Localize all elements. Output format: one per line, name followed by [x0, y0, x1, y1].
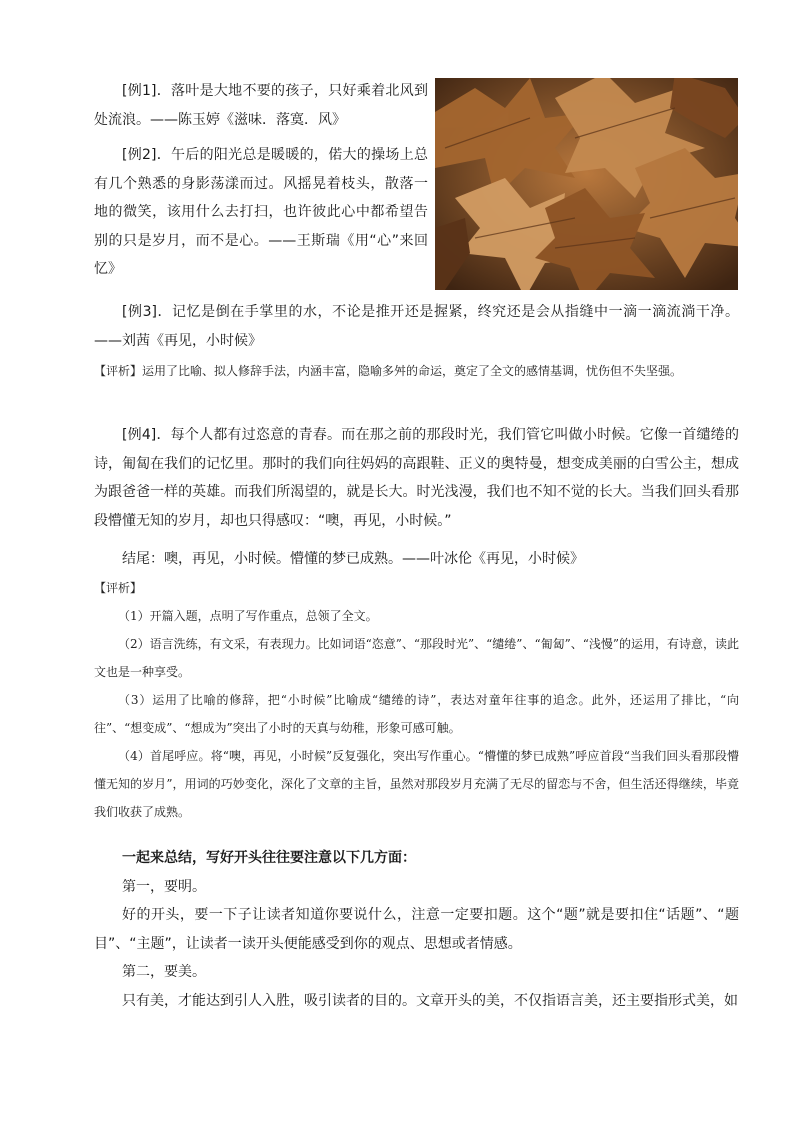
summary-first-title: 第一，要明。 [122, 878, 206, 895]
summary-second-body: 只有美，才能达到引人入胜，吸引读者的目的。文章开头的美，不仅指语言美，还主要指形式美，如 [122, 992, 738, 1009]
analysis-section [94, 574, 739, 826]
analysis-point-3: （3）运用了比喻的修辞，把“小时候”比喻成“缱绻的诗”，表达对童年往事的追念。此外，还运用了排比，“向往”、“想变成”、“想成为”突出了小时的天真与幼稚，形象可感可触。 [94, 693, 739, 735]
leaves-illustration [435, 78, 738, 290]
analysis-point-4: （4）首尾呼应。将“噢，再见，小时候”反复强化，突出写作重心。“懵懂的梦已成熟”呼应首段“当我们回头看那段懵懂无知的岁月”，用词的巧妙变化，深化了文章的主旨，虽然对那段岁月充满了无尽的留恋与不舍，但生活还得继续，毕竟我们收获了成熟。 [94, 749, 739, 819]
example-3-comment [94, 357, 739, 385]
example-2-text: [例2]．午后的阳光总是暖暖的，偌大的操场上总有几个熟悉的身影荡漾而过。风摇晃着枝头，散落一地的微笑，该用什么去打扫，也许彼此心中都希望告别的只是岁月，而不是心。——王斯瑞《用“心”来回忆》 [94, 147, 428, 277]
example-2 [94, 141, 428, 284]
summary-heading: 一起来总结，写好开头往往要注意以下几方面： [122, 850, 416, 866]
example-1-text: [例1]．落叶是大地不要的孩子，只好乘着北风到处流浪。——陈玉婷《滋味．落寞．风》 [94, 83, 428, 128]
example-1 [94, 77, 428, 134]
example-3-text: [例3]．记忆是倒在手掌里的水，不论是推开还是握紧，终究还是会从指缝中一滴一滴流淌干净。——刘茜《再见，小时候》 [94, 304, 739, 349]
fallen-leaves-photo [435, 78, 738, 290]
example-3-comment-text: 【评析】运用了比喻、拟人修辞手法，内涵丰富，隐喻多舛的命运，奠定了全文的感情基调，忧伤但不失坚强。 [94, 364, 683, 378]
analysis-point-1: （1）开篇入题，点明了写作重点，总领了全文。 [118, 609, 378, 623]
example-4-text: [例4]．每个人都有过恣意的青春。而在那之前的那段时光，我们管它叫做小时候。它像一首缱绻的诗，匍匐在我们的记忆里。那时的我们向往妈妈的高跟鞋、正义的奥特曼，想变成美丽的白雪公主，想成为跟爸爸一样的英雄。而我们所渴望的，就是长大。时光浅漫，我们也不知不觉的长大。当我们回头看那段懵懂无知的岁月，却也只得感叹：“噢，再见，小时候。” [94, 427, 739, 529]
summary-first-body: 好的开头，要一下子让读者知道你要说什么，注意一定要扣题。这个“题”就是要扣住“话题”、“题目”、“主题”，让读者一读开头便能感受到你的观点、思想或者情感。 [94, 907, 739, 952]
example-4 [94, 421, 739, 535]
example-3 [94, 298, 739, 355]
analysis-label: 【评析】 [94, 581, 143, 595]
example-4-ending [94, 545, 739, 574]
analysis-point-2: （2）语言洗练，有文采，有表现力。比如词语“恣意”、“那段时光”、“缱绻”、“匍匐”、“浅慢”的运用，有诗意，读此文也是一种享受。 [94, 637, 739, 679]
summary-section [94, 844, 739, 1015]
summary-second-title: 第二，要美。 [122, 964, 206, 980]
example-4-ending-text: 结尾：噢，再见，小时候。懵懂的梦已成熟。——叶冰伦《再见，小时候》 [122, 551, 584, 567]
